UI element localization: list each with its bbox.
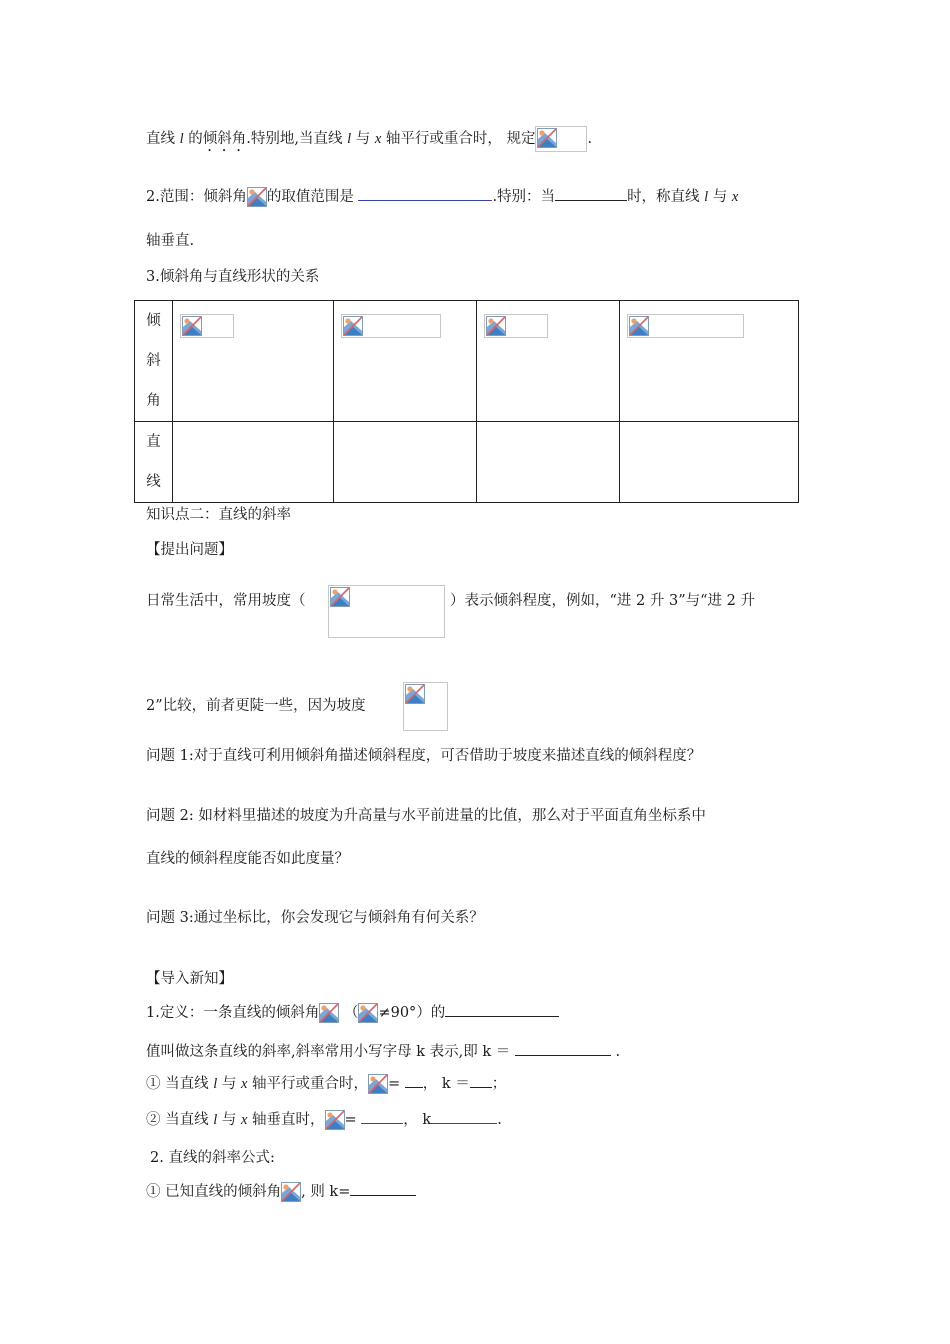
label-char: 斜 [146, 353, 161, 369]
formula-image-icon [627, 314, 744, 338]
question-1: 问题 1:对于直线可利用倾斜角描述倾斜程度，可否借助于坡度来描述直线的倾斜程度？ [146, 748, 702, 764]
text: 与 [351, 131, 375, 147]
line-cell-3 [477, 422, 620, 503]
text: 与 [708, 189, 732, 205]
text: ， k [403, 1112, 432, 1128]
text: = [388, 1076, 405, 1092]
intro-heading: 【导入新知】 [146, 971, 233, 987]
text: 的 [183, 131, 203, 147]
text: , 则 k= [301, 1184, 351, 1200]
formula-image-icon [484, 314, 548, 338]
question-3: 问题 3:通过坐标比，你会发现它与倾斜角有何关系？ [146, 910, 484, 926]
text: 直线 [146, 131, 180, 147]
line-cell-2 [334, 422, 477, 503]
text: ≠90° [378, 1005, 417, 1021]
range-line [146, 186, 738, 207]
text: （ [339, 1005, 359, 1021]
case-perpendicular [146, 1109, 502, 1130]
k-formula-blank[interactable] [350, 1181, 416, 1196]
label-char: 线 [146, 474, 161, 490]
formula-image-icon [180, 314, 234, 338]
k-definition-blank[interactable] [515, 1041, 611, 1056]
text: ）的 [416, 1005, 446, 1021]
text: ② 当直线 [146, 1112, 214, 1128]
angle-cell-3 [477, 301, 620, 422]
line-tilt-angle-definition [146, 126, 592, 155]
text: . [610, 1044, 621, 1060]
text: 轴垂直时， [247, 1112, 325, 1128]
text: 与 [217, 1112, 241, 1128]
question-2-line-2: 直线的倾斜程度能否如此度量？ [146, 851, 349, 867]
angle-cell-1 [173, 301, 334, 422]
text: ， k ＝ [422, 1076, 470, 1092]
line-cell-4 [620, 422, 799, 503]
text: 时，称直线 [627, 189, 705, 205]
text: 值叫做这条直线的斜率,斜率常用小写字母 k 表示,即 k ＝ [146, 1044, 515, 1060]
var-l: l [213, 1076, 218, 1092]
emphasized-term: 倾斜角 [202, 131, 247, 147]
text: 轴平行或重合时， [247, 1076, 369, 1092]
text: .特别：当 [492, 189, 556, 205]
k-parallel-blank[interactable] [470, 1073, 492, 1088]
known-angle-line [146, 1181, 416, 1202]
text: . [587, 131, 593, 147]
special-blank[interactable] [555, 186, 627, 201]
text: ① 当直线 [146, 1076, 214, 1092]
tilt-angle-table [134, 300, 799, 503]
text: = [344, 1112, 362, 1128]
text: 轴平行或重合时， 规定 [381, 131, 536, 147]
text: 日常生活中，常用坡度（ [146, 593, 306, 609]
range-line-2: 轴垂直. [146, 233, 195, 249]
angle-cell-4 [620, 301, 799, 422]
text: .特别地,当直线 [246, 131, 348, 147]
text: 的取值范围是 [266, 189, 359, 205]
slope-formula-heading: 2. 直线的斜率公式: [150, 1150, 275, 1166]
var-l: l [704, 189, 709, 205]
slope-intro-line-1b: ）表示倾斜程度，例如，“进 2 升 3”与“进 2 升 [450, 593, 755, 609]
slope-ratio-image-icon [403, 682, 448, 731]
section-3-title: 3.倾斜角与直线形状的关系 [146, 269, 320, 285]
alpha-image-icon [319, 1003, 339, 1023]
formula-image-icon [535, 126, 587, 152]
label-char: 角 [146, 393, 161, 409]
raise-question-heading: 【提出问题】 [146, 542, 233, 558]
var-x: x [240, 1112, 248, 1128]
alpha-image-icon [281, 1182, 301, 1202]
text: 1.定义：一条直线的倾斜角 [146, 1005, 320, 1021]
line-cell-1 [173, 422, 334, 503]
question-2-line-1: 问题 2: 如材料里描述的坡度为升高量与水平前进量的比值，那么对于平面直角坐标系中 [146, 808, 706, 824]
slope-formula-image-icon [328, 585, 445, 638]
row-label-tilt-angle [135, 301, 173, 422]
label-char: 直 [146, 434, 161, 450]
formula-image-icon [341, 314, 441, 338]
text: ； [491, 1076, 507, 1092]
angle-cell-2 [334, 301, 477, 422]
kp2-title: 知识点二：直线的斜率 [146, 507, 291, 523]
alpha-image-icon [358, 1003, 378, 1023]
text: 与 [217, 1076, 241, 1092]
alpha-parallel-blank[interactable] [405, 1073, 423, 1088]
definition-line-2 [146, 1041, 620, 1062]
range-blank[interactable] [358, 186, 492, 201]
alpha-image-icon [368, 1074, 388, 1094]
text: ① 已知直线的倾斜角 [146, 1184, 282, 1200]
var-l: l [179, 131, 184, 147]
var-x: x [374, 131, 382, 147]
k-perpendicular-blank[interactable] [431, 1109, 497, 1124]
alpha-perpendicular-blank[interactable] [361, 1109, 403, 1124]
text: . [497, 1112, 502, 1128]
definition-line-1 [146, 1002, 559, 1023]
text: 2.范围：倾斜角 [146, 189, 247, 205]
case-parallel [146, 1073, 506, 1094]
alpha-image-icon [247, 187, 267, 207]
slope-intro-line-1 [146, 591, 306, 611]
var-x: x [240, 1076, 248, 1092]
slope-intro-line-2: 2”比较，前者更陡一些，因为坡度 [146, 698, 366, 714]
var-l: l [347, 131, 352, 147]
label-char: 倾 [146, 313, 161, 329]
alpha-image-icon [325, 1110, 345, 1130]
row-label-line [135, 422, 173, 503]
definition-blank[interactable] [445, 1002, 559, 1017]
var-l: l [213, 1112, 218, 1128]
var-x: x [731, 189, 739, 205]
